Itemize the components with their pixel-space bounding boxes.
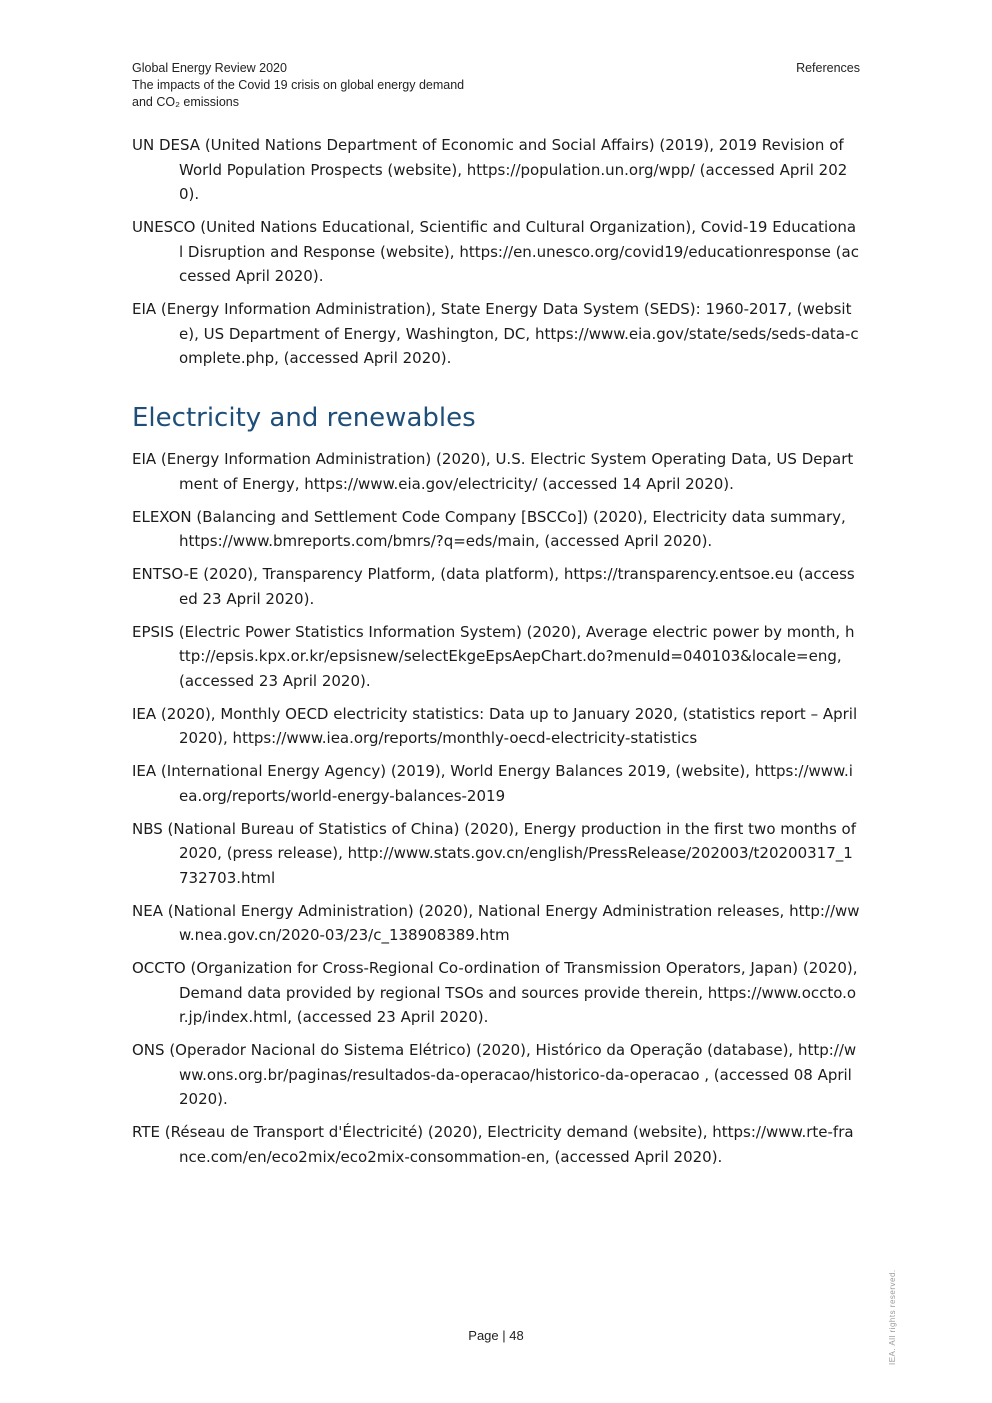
reference-entry: IEA (International Energy Agency) (2019), World Energy Balances 2019, (website), https://www.iea.org/reports/world-energy-balances-2019: [132, 762, 853, 805]
page-number: Page | 48: [468, 1328, 524, 1343]
reference-entry: RTE (Réseau de Transport d'Électricité) (2020), Electricity demand (website), https://www.rte-france.com/en/eco2mix/eco2mix-consommation-en, (accessed April 2020).: [132, 1123, 854, 1166]
section-label: References: [796, 61, 860, 75]
report-subtitle-line1: The impacts of the Covid 19 crisis on global energy demand: [132, 78, 465, 92]
reference-entry: NEA (National Energy Administration) (2020), National Energy Administration releases, http://www.nea.gov.cn/2020-03/23/c_138908389.htm: [132, 901, 860, 944]
references-list-electricity: [132, 447, 860, 1178]
section-heading: Electricity and renewables: [132, 403, 476, 433]
reference-entry: IEA (2020), Monthly OECD electricity statistics: Data up to January 2020, (statistics report – April 2020), https://www.iea.org/reports/monthly-oecd-electricity-statistics: [132, 704, 858, 747]
reference-entry: EIA (Energy Information Administration), State Energy Data System (SEDS): 1960-2017, (website), US Department of Energy, Washington, DC, https://www.eia.gov/state/seds/seds-data-complete.php, (accessed April 2020).: [132, 300, 859, 367]
reference-entry: NBS (National Bureau of Statistics of China) (2020), Energy production in the first two months of 2020, (press release), http://www.stats.gov.cn/english/PressRelease/202003/t20200317_1732703.html: [132, 819, 856, 887]
reference-entry: UNESCO (United Nations Educational, Scientific and Cultural Organization), Covid-19 Educational Disruption and Response (website), https://en.unesco.org/covid19/educationresponse (accessed April 2020).: [132, 218, 859, 285]
references-list-top: [132, 133, 860, 379]
document-header: [132, 60, 552, 111]
reference-entry: EIA (Energy Information Administration) (2020), U.S. Electric System Operating Data, US Department of Energy, https://www.eia.gov/electricity/ (accessed 14 April 2020).: [132, 450, 854, 493]
reference-entry: ENTSO-E (2020), Transparency Platform, (data platform), https://transparency.entsoe.eu (accessed 23 April 2020).: [132, 565, 855, 608]
copyright-notice: IEA. All rights reserved.: [888, 1269, 897, 1365]
reference-entry: UN DESA (United Nations Department of Economic and Social Affairs) (2019), 2019 Revision of World Population Prospects (website), https://population.un.org/wpp/ (accessed April 2020).: [132, 136, 848, 203]
reference-entry: OCCTO (Organization for Cross-Regional Co-ordination of Transmission Operators, Japan) (2020), Demand data provided by regional TSOs and sources provide therein, https://www.occto.or.jp/index.html, (accessed 23 April 2020).: [132, 959, 858, 1026]
report-subtitle-line2: and CO₂ emissions: [132, 95, 239, 109]
report-title: Global Energy Review 2020: [132, 61, 287, 75]
reference-entry: EPSIS (Electric Power Statistics Information System) (2020), Average electric power by month, http://epsis.kpx.or.kr/epsisnew/selectEkgeEpsAepChart.do?menuId=040103&locale=eng, (accessed 23 April 2020).: [132, 622, 855, 690]
reference-entry: ELEXON (Balancing and Settlement Code Company [BSCCo]) (2020), Electricity data summary, https://www.bmreports.com/bmrs/?q=eds/main, (accessed April 2020).: [132, 507, 846, 550]
reference-entry: ONS (Operador Nacional do Sistema Elétrico) (2020), Histórico da Operação (database), http://www.ons.org.br/paginas/resultados-da-operacao/historico-da-operacao , (accessed 08 April 2020).: [132, 1041, 857, 1108]
